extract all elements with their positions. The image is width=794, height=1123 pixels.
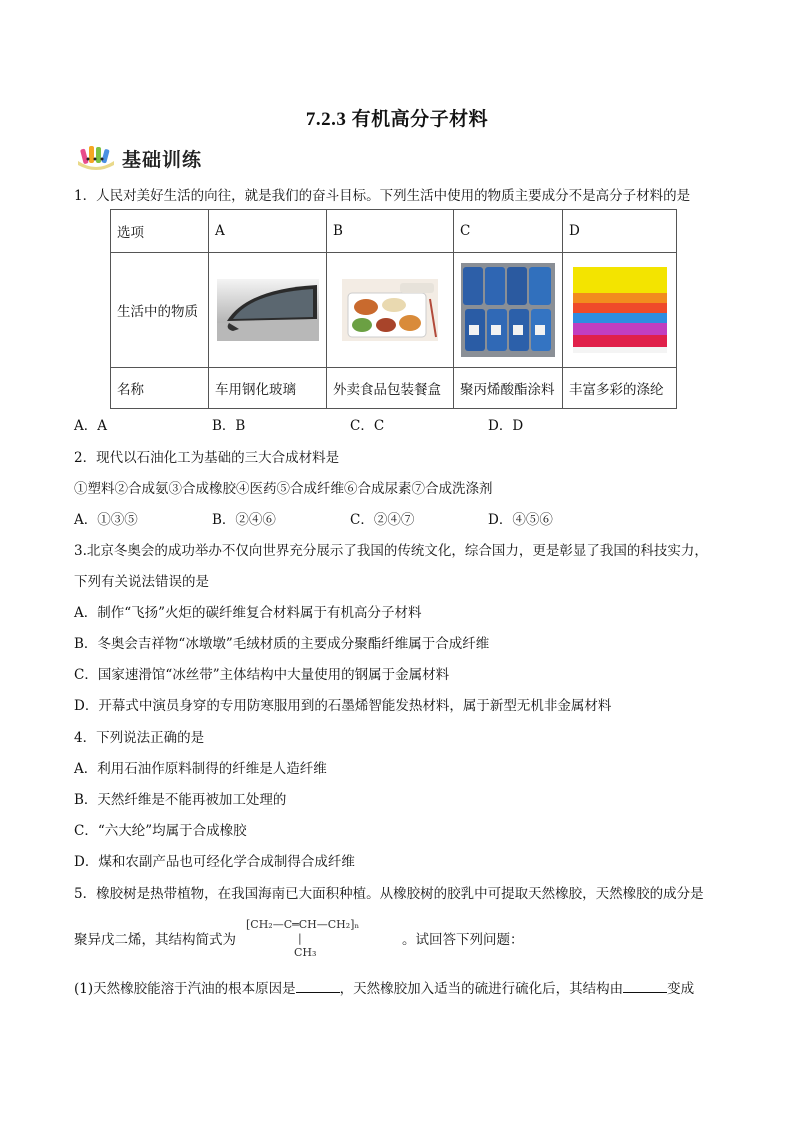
q1-stem: 1．人民对美好生活的向往，就是我们的奋斗目标。下列生活中使用的物质主要成分不是高分子材料的是 — [74, 188, 691, 204]
q5-part1-c: 变成 — [667, 981, 695, 997]
q5-part1-b: ，天然橡胶加入适当的硫进行硫化后，其结构由 — [339, 981, 624, 997]
table-cell: 名称 — [111, 368, 209, 409]
q5-stem-line1: 5．橡胶树是热带植物，在我国海南已大面积种植。从橡胶树的胶乳中可提取天然橡胶，天然橡胶的成分是 — [74, 886, 704, 902]
table-header-cell: B — [327, 210, 454, 253]
q2-stem: 2．现代以石油化工为基础的三大合成材料是 — [74, 450, 340, 466]
answer-blank[interactable] — [623, 978, 667, 993]
q2-items: ①塑料②合成氨③合成橡胶④医药⑤合成纤维⑥合成尿素⑦合成洗涤剂 — [74, 481, 493, 497]
q1-table — [110, 209, 677, 409]
paint-barrels-image — [461, 263, 555, 357]
q3-option-a[interactable]: A．制作“飞扬”火炬的碳纤维复合材料属于有机高分子材料 — [74, 605, 422, 621]
q5-part1-a: (1)天然橡胶能溶于汽油的根本原因是 — [74, 981, 296, 997]
formula-substituent: CH₃ — [294, 946, 317, 959]
car-window-image — [217, 279, 319, 341]
table-header-cell: D — [563, 210, 677, 253]
table-cell: 外卖食品包装餐盒 — [327, 368, 454, 409]
food-box-image — [342, 279, 438, 341]
q2-option-b[interactable]: B．②④⑥ — [212, 512, 276, 528]
q3-option-b[interactable]: B．冬奥会吉祥物“冰墩墩”毛绒材质的主要成分聚酯纤维属于合成纤维 — [74, 636, 490, 652]
q1-option-a[interactable]: A．A — [74, 418, 107, 434]
crayons-icon — [76, 143, 116, 173]
q1-option-b[interactable]: B．B — [212, 418, 246, 434]
q5-part1 — [74, 978, 694, 999]
page-title: 7.2.3 有机高分子材料 — [305, 109, 489, 130]
formula-bond: | — [298, 932, 302, 945]
table-row-label: 生活中的物质 — [111, 253, 209, 368]
table-header-cell: 选项 — [111, 210, 209, 253]
q1-option-d[interactable]: D．D — [488, 418, 524, 434]
structural-formula — [246, 918, 359, 960]
section-banner — [76, 141, 202, 175]
table-image-cell — [563, 253, 677, 368]
table-header-cell: C — [454, 210, 563, 253]
table-cell: 车用钢化玻璃 — [209, 368, 327, 409]
q3-stem-line1: 3.北京冬奥会的成功举办不仅向世界充分展示了我国的传统文化，综合国力，更是彰显了我国的科技实力， — [74, 543, 708, 559]
q4-option-c[interactable]: C．“六大纶”均属于合成橡胶 — [74, 823, 247, 839]
polyester-fabric-image — [573, 267, 667, 353]
q1-option-c[interactable]: C．C — [350, 418, 385, 434]
q5-stem-line2b: 。试回答下列问题： — [402, 932, 524, 948]
q2-option-a[interactable]: A．①③⑤ — [74, 512, 138, 528]
q3-option-c[interactable]: C．国家速滑馆“冰丝带”主体结构中大量使用的钢属于金属材料 — [74, 667, 450, 683]
table-header-cell: A — [209, 210, 327, 253]
q4-option-a[interactable]: A．利用石油作原料制得的纤维是人造纤维 — [74, 761, 327, 777]
q3-option-d[interactable]: D．开幕式中演员身穿的专用防寒服用到的石墨烯智能发热材料，属于新型无机非金属材料 — [74, 698, 612, 714]
q4-option-b[interactable]: B．天然纤维是不能再被加工处理的 — [74, 792, 287, 808]
q5-stem-line2a: 聚异戊二烯，其结构简式为 — [74, 932, 236, 948]
section-label: 基础训练 — [122, 148, 203, 171]
q4-stem: 4．下列说法正确的是 — [74, 730, 205, 746]
q2-option-d[interactable]: D．④⑤⑥ — [488, 512, 553, 528]
q2-option-c[interactable]: C．②④⑦ — [350, 512, 415, 528]
table-image-cell — [327, 253, 454, 368]
table-cell: 丰富多彩的涤纶 — [563, 368, 677, 409]
formula-main: [CH₂—C═CH—CH₂]ₙ — [246, 918, 360, 931]
table-image-cell — [209, 253, 327, 368]
q4-option-d[interactable]: D．煤和农副产品也可经化学合成制得合成纤维 — [74, 854, 355, 870]
table-image-cell — [454, 253, 563, 368]
answer-blank[interactable] — [296, 978, 340, 993]
q3-stem-line2: 下列有关说法错误的是 — [74, 574, 209, 590]
table-cell: 聚丙烯酸酯涂料 — [454, 368, 563, 409]
